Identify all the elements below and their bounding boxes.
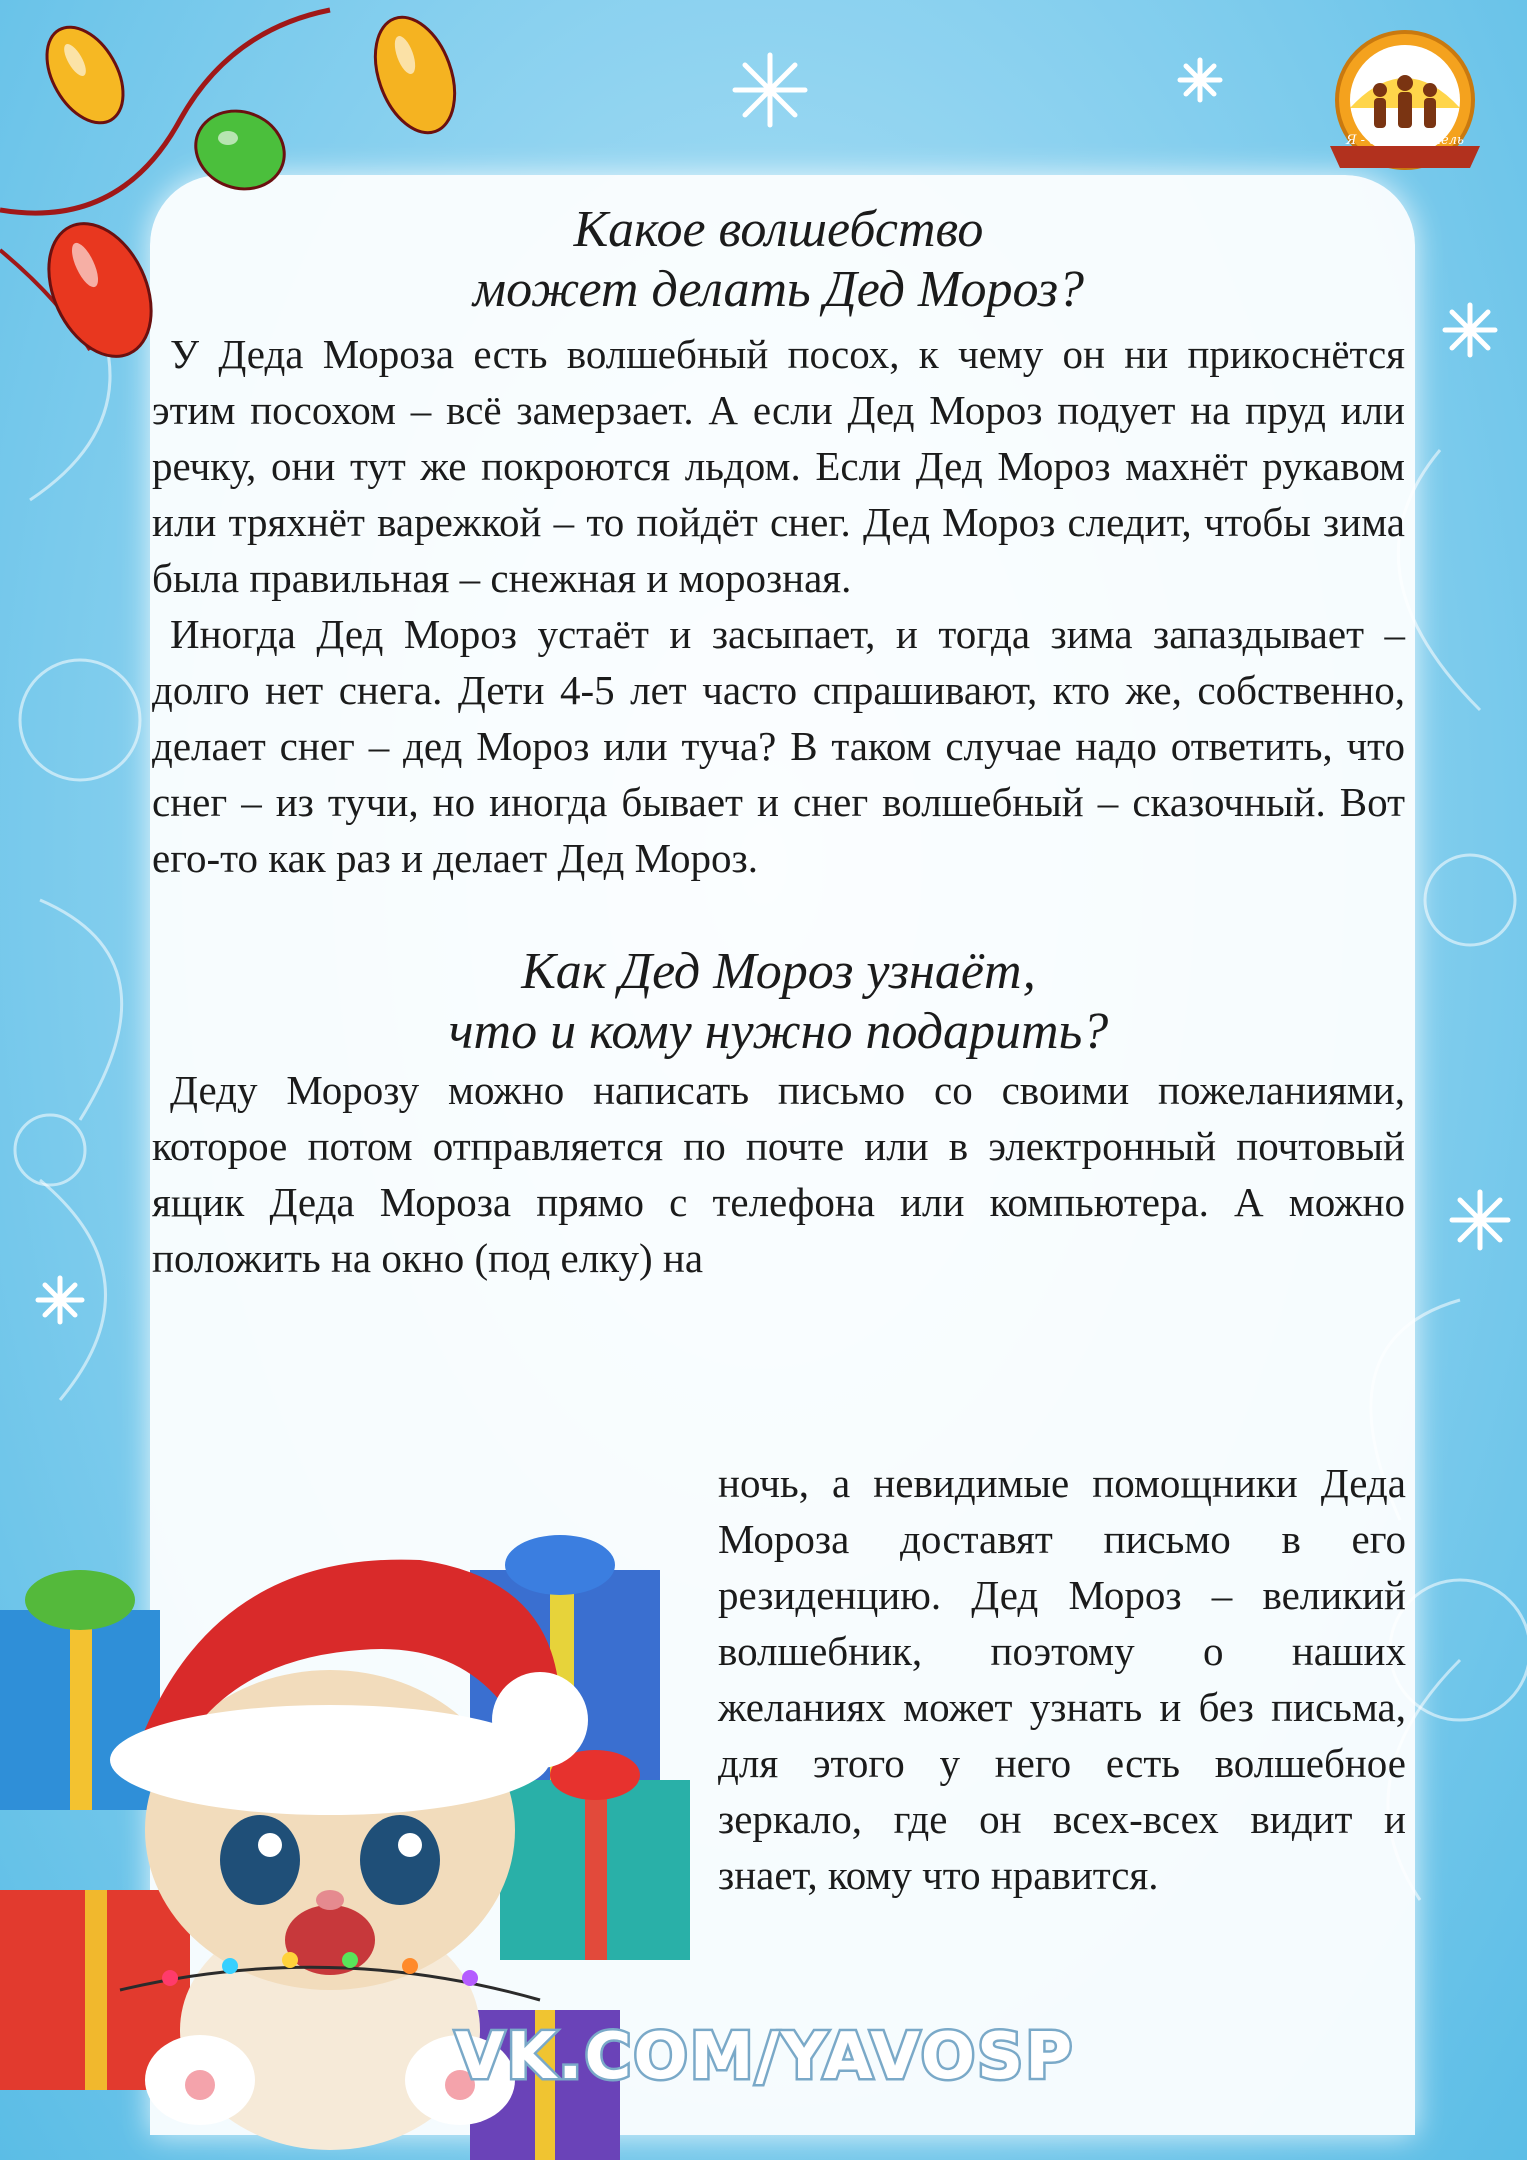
ya-vospitatel-logo bbox=[1310, 28, 1500, 178]
section1-paragraph2: Иногда Дед Мороз устаёт и засыпает, и тогда зима запаздывает – долго нет снега. Дети 4-5 лет часто спрашивают, кто же, собственно, делает снег – дед Мороз или туча? В таком случае надо ответить, что снег – из тучи, но иногда бывает и снег волшебный – сказочный. Вот его-то как раз и делает Дед Мороз. bbox=[152, 611, 1405, 881]
footer-url: VK.COM/YAVOSP bbox=[455, 2020, 1075, 2094]
section1-title-line1: Какое волшебство bbox=[573, 201, 984, 258]
section2-title-line1: Как Дед Мороз узнаёт, bbox=[521, 943, 1036, 1000]
article bbox=[152, 200, 1405, 1286]
section2-paragraph1: Деду Морозу можно написать письмо со своими пожеланиями, которое потом отправляется по почте или в электронный почтовый ящик Деда Мороза прямо с телефона или компьютера. А можно положить на окно (под елку) на bbox=[152, 1067, 1405, 1281]
section1-title-line2: может делать Дед Мороз? bbox=[472, 261, 1085, 318]
section1-paragraph1: У Деда Мороза есть волшебный посох, к чему он ни прикоснётся этим посохом – всё замерзает. А если Дед Мороз подует на пруд или речку, они тут же покроются льдом. Если Дед Мороз махнёт рукавом или тряхнёт варежкой – то пойдёт снег. Дед Мороз следит, чтобы зима была правильная – снежная и морозная. bbox=[152, 331, 1405, 601]
section1-title bbox=[152, 200, 1405, 320]
section2-title bbox=[152, 942, 1405, 1062]
logo-caption: Я - воспитатель bbox=[1345, 133, 1465, 148]
section2-paragraph1-continued: ночь, а невидимые помощники Деда Мороза доставят письмо в его резиденцию. Дед Мороз – великий волшебник, поэтому о наших желаниях может узнать и без письма, для этого у него есть волшебное зеркало, где он всех-всех видит и знает, кому что нравится. bbox=[718, 1460, 1406, 1898]
section2-title-line2: что и кому нужно подарить? bbox=[448, 1003, 1109, 1060]
